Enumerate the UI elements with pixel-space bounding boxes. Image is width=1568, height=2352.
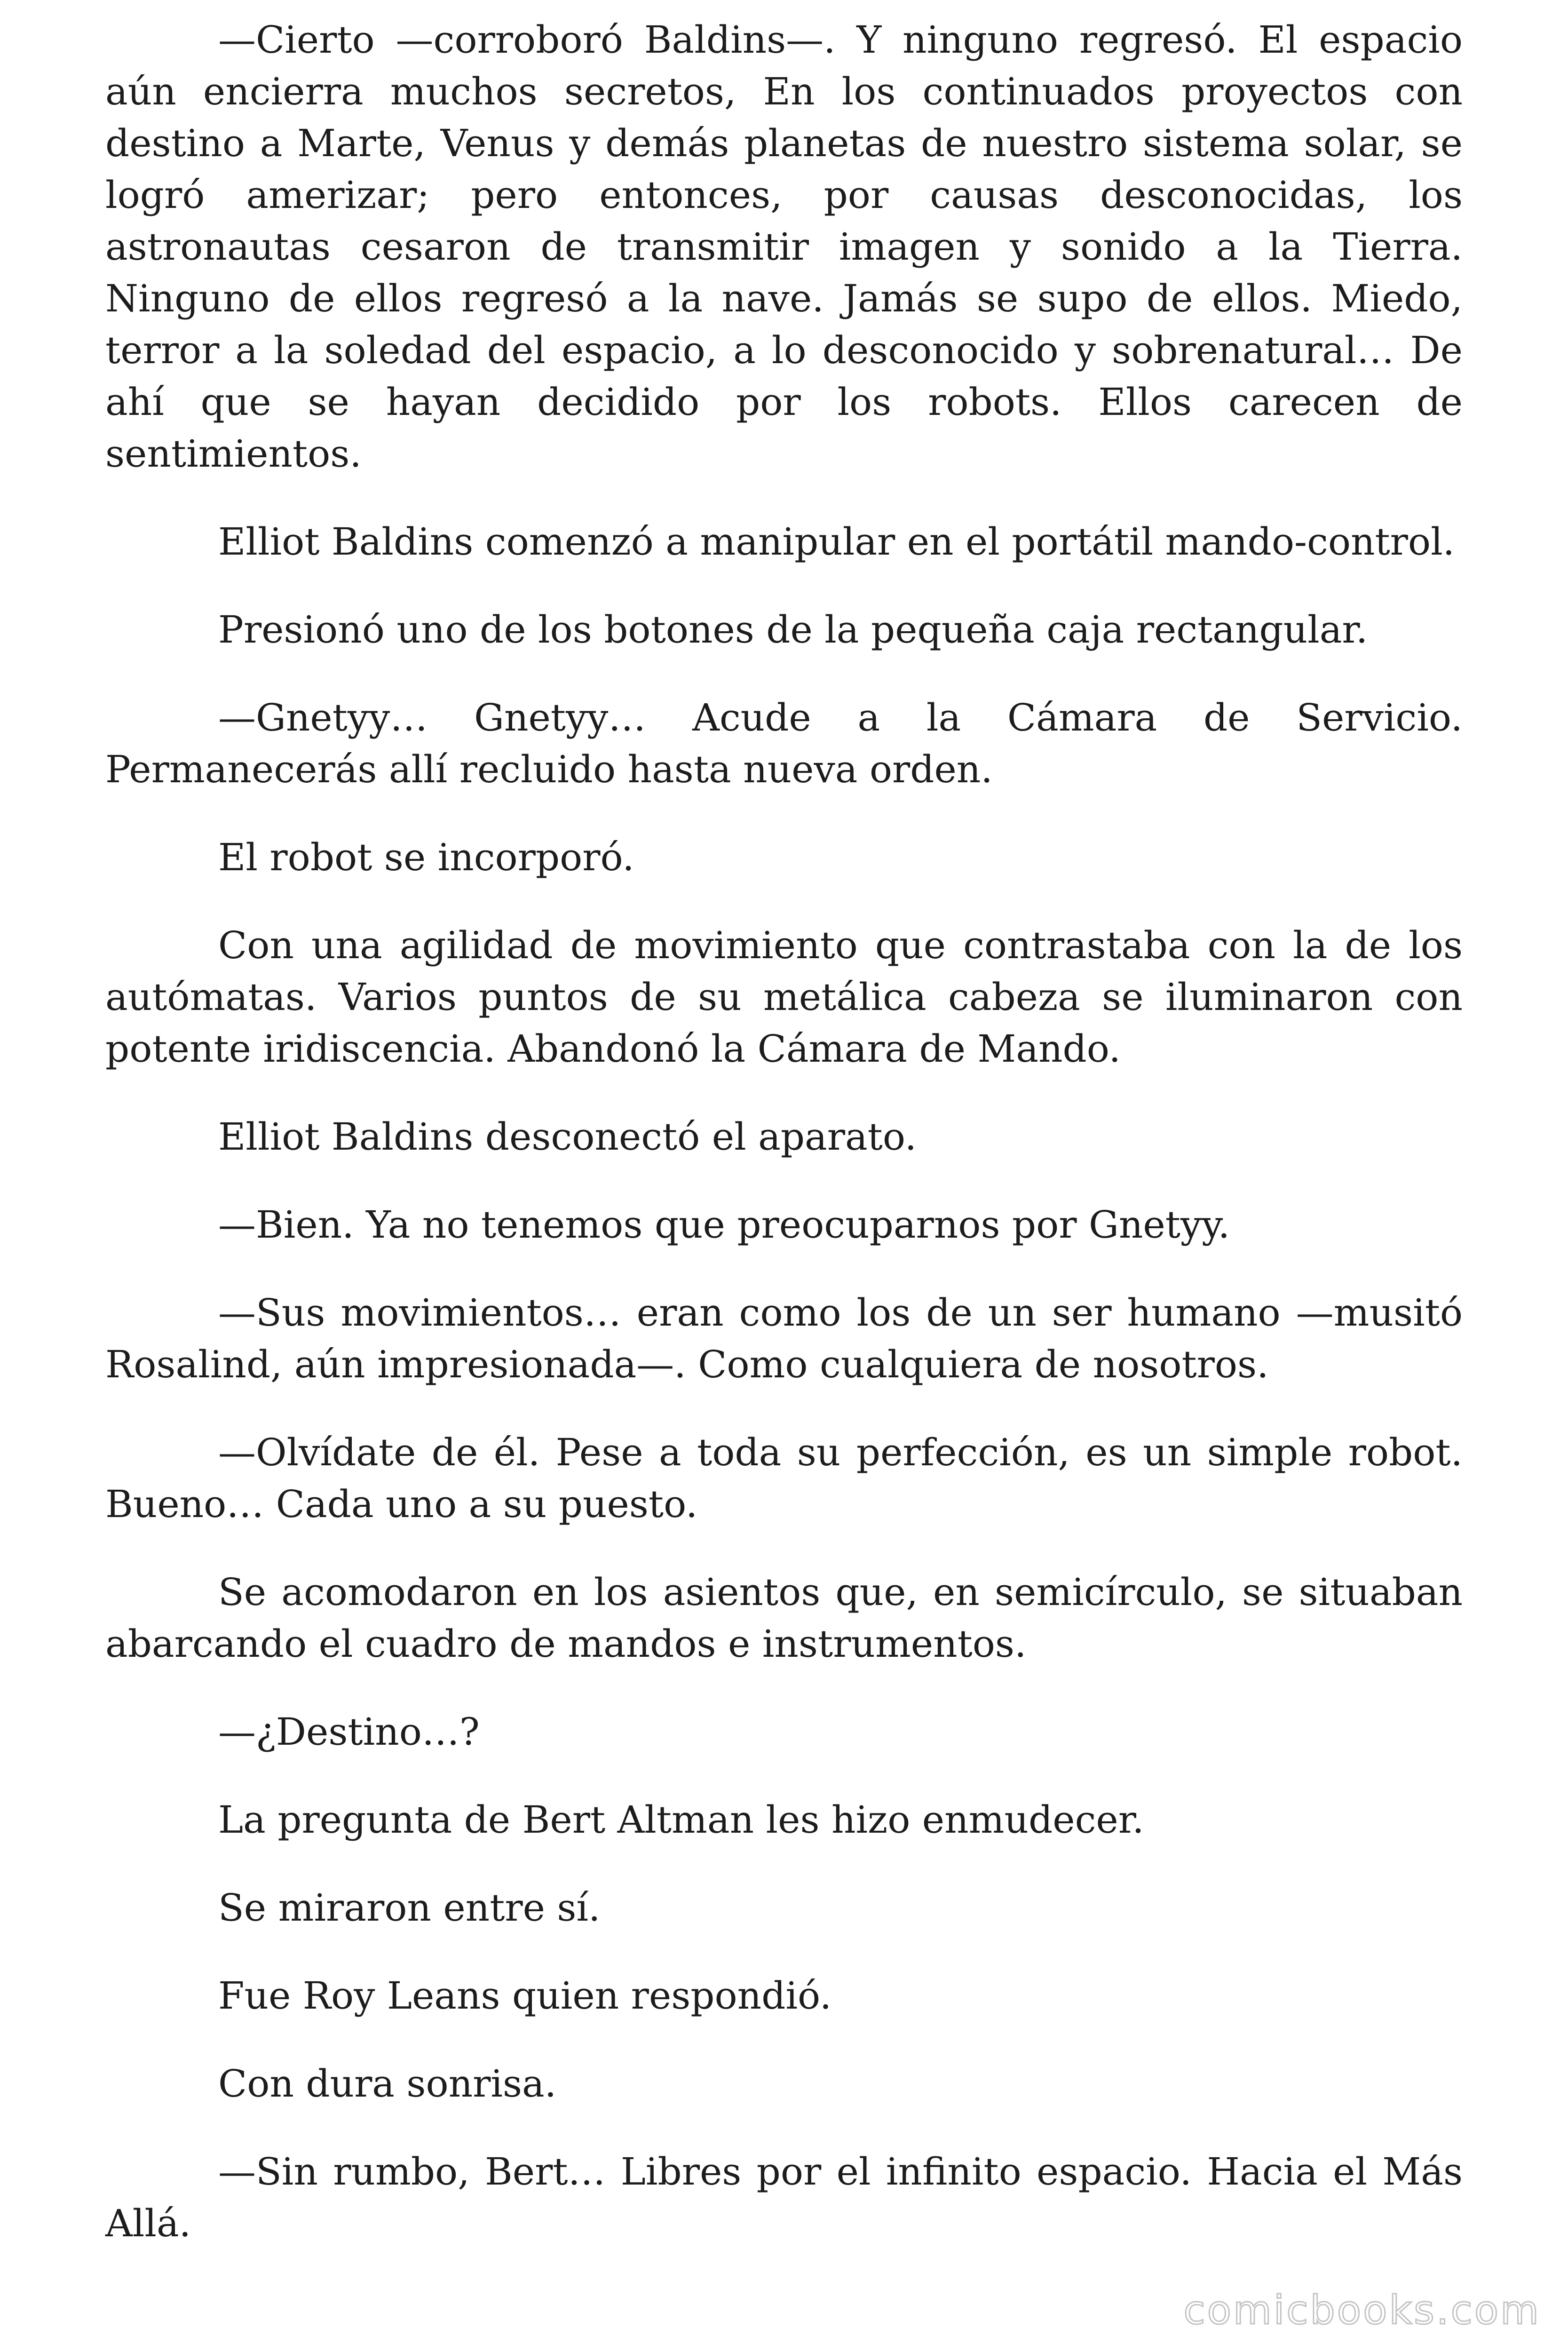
paragraph: El robot se incorporó. bbox=[218, 835, 634, 879]
paragraph: Elliot Baldins comenzó a manipular en el portátil mando-control. bbox=[218, 520, 1455, 564]
paragraph: Fue Roy Leans quien respondió. bbox=[218, 1974, 832, 2018]
paragraph: —Olvídate de él. Pese a toda su perfección, es un simple robot. Bueno… Cada uno a su puesto. bbox=[105, 1430, 1463, 1526]
paragraph: —Gnetyy… Gnetyy… Acude a la Cámara de Servicio. Permanecerás allí recluido hasta nueva orden. bbox=[105, 696, 1463, 791]
paragraph: La pregunta de Bert Altman les hizo enmudecer. bbox=[218, 1798, 1144, 1842]
paragraph: —Bien. Ya no tenemos que preocuparnos por Gnetyy. bbox=[218, 1203, 1230, 1247]
paragraph: —Sin rumbo, Bert… Libres por el infinito espacio. Hacia el Más Allá. bbox=[105, 2150, 1463, 2245]
paragraph: Se acomodaron en los asientos que, en semicírculo, se situaban abarcando el cuadro de mandos e instrumentos. bbox=[105, 1570, 1463, 1666]
paragraph: Se miraron entre sí. bbox=[218, 1886, 601, 1930]
paragraph: Presionó uno de los botones de la pequeña caja rectangular. bbox=[218, 608, 1368, 652]
page-text bbox=[105, 14, 1463, 2286]
paragraph: —¿Destino…? bbox=[218, 1710, 480, 1754]
watermark-logo: comicbooks.com bbox=[1183, 2287, 1541, 2333]
paragraph: Con una agilidad de movimiento que contrastaba con la de los autómatas. Varios puntos de su metálica cabeza se iluminaron con potente iridiscencia. Abandonó la Cámara de Mando. bbox=[105, 923, 1463, 1071]
paragraph: —Sus movimientos… eran como los de un ser humano —musitó Rosalind, aún impresionada—. Como cualquiera de nosotros. bbox=[105, 1291, 1463, 1386]
paragraph: Elliot Baldins desconectó el aparato. bbox=[218, 1115, 917, 1159]
paragraph: Con dura sonrisa. bbox=[218, 2062, 557, 2106]
paragraph: —Cierto —corroboró Baldins—. Y ninguno regresó. El espacio aún encierra muchos secretos, En los continuados proyectos con destino a Marte, Venus y demás planetas de nuestro sistema solar, se logró amerizar; pero entonces, por causas desconocidas, los astronautas cesaron de transmitir imagen y sonido a la Tierra. Ninguno de ellos regresó a la nave. Jamás se supo de ellos. Miedo, terror a la soledad del espacio, a lo desconocido y sobrenatural… De ahí que se hayan decidido por los robots. Ellos carecen de sentimientos. bbox=[105, 18, 1463, 476]
